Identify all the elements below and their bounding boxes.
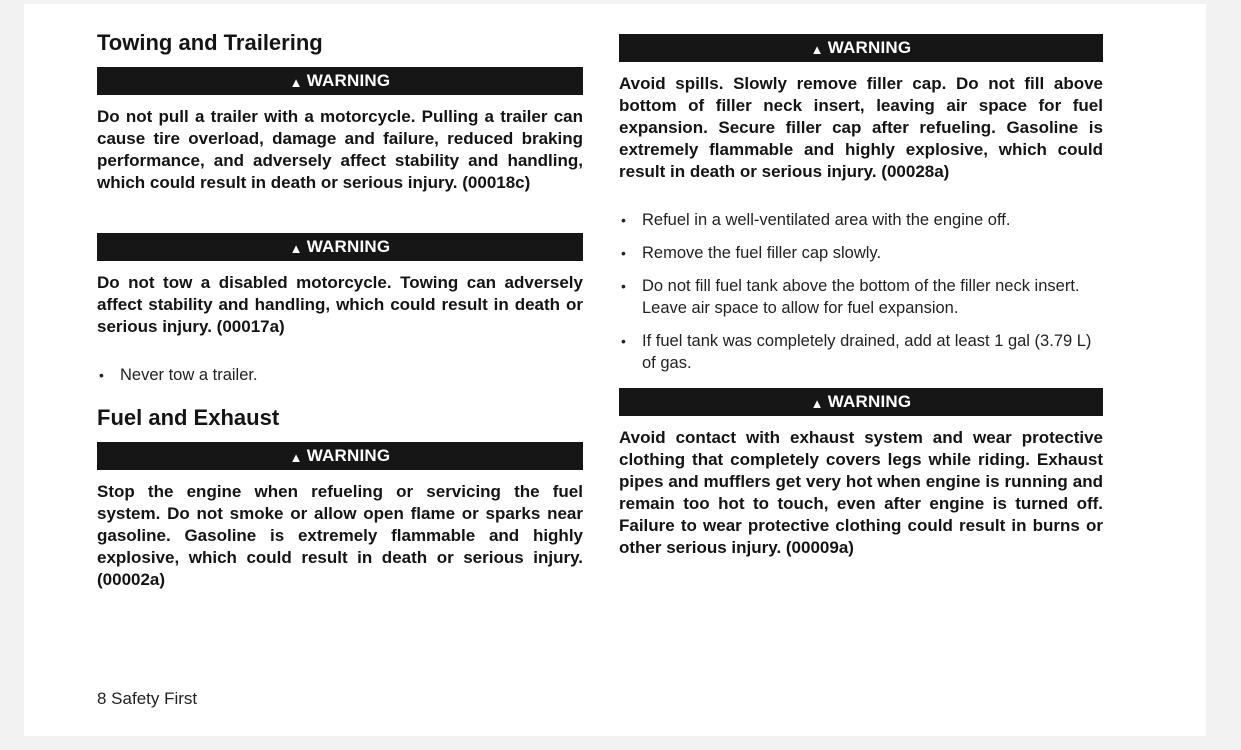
warning-label: WARNING: [827, 392, 912, 411]
warning-banner-5: [619, 388, 1103, 416]
warning-text-2: Do not tow a disabled motorcycle. Towing can adversely affect stability and handling, which could result in death or serious injury. (00017a): [97, 273, 583, 336]
fuel-bullet-list: [619, 209, 1103, 385]
list-item: • If fuel tank was completely drained, add at least 1 gal (3.79 L) of gas.: [621, 332, 1092, 372]
warning-label: WARNING: [306, 446, 391, 465]
page-footer: 8 Safety First: [97, 689, 198, 708]
warning-triangle-icon: ▲: [810, 41, 824, 57]
bullet-icon: •: [99, 367, 104, 383]
warning-label: WARNING: [306, 237, 391, 256]
warning-banner-4: [619, 34, 1103, 62]
bullet-icon: •: [621, 333, 626, 349]
warning-text-4: Avoid spills. Slowly remove filler cap. Do not fill above bottom of filler neck insert, leaving air space for fuel expansion. Secure filler cap after refueling. Gasoline is extremely flammable and highly explosive, which could result in death or serious injury. (00028a): [619, 74, 1103, 181]
manual-page: [24, 4, 1206, 736]
warning-triangle-icon: ▲: [289, 240, 303, 256]
warning-banner-3: [97, 442, 583, 470]
warning-text-5: Avoid contact with exhaust system and wear protective clothing that completely covers legs while riding. Exhaust pipes and mufflers get very hot when engine is running and remain too hot to touch, even after engine is turned off. Failure to wear protective clothing could result in burns or other serious injury. (00009a): [619, 428, 1103, 557]
bullet-icon: •: [621, 212, 626, 228]
fuel-heading: Fuel and Exhaust: [97, 405, 280, 430]
towing-heading: Towing and Trailering: [97, 30, 323, 55]
list-item: • Refuel in a well-ventilated area with the engine off.: [621, 211, 1011, 229]
warning-banner-1: [97, 67, 583, 95]
bullet-icon: •: [621, 278, 626, 294]
list-item: • Never tow a trailer.: [99, 366, 258, 384]
bullet-icon: •: [621, 245, 626, 261]
list-item: • Remove the fuel filler cap slowly.: [621, 244, 882, 262]
warning-triangle-icon: ▲: [289, 449, 303, 465]
list-item: • Do not fill fuel tank above the bottom of the filler neck insert. Leave air space to allow for fuel expansion.: [621, 277, 1080, 317]
warning-text-1: Do not pull a trailer with a motorcycle. Pulling a trailer can cause tire overload, damage and failure, reduced braking performance, and adversely affect stability and handling, which could result in death or serious injury. (00018c): [97, 107, 583, 192]
warning-text-3: Stop the engine when refueling or servicing the fuel system. Do not smoke or allow open flame or sparks near gasoline. Gasoline is extremely flammable and highly explosive, which could result in death or serious injury. (00002a): [97, 482, 583, 589]
warning-banner-2: [97, 233, 583, 261]
warning-label: WARNING: [827, 38, 912, 57]
warning-label: WARNING: [306, 71, 391, 90]
towing-bullet-list: [97, 364, 583, 397]
warning-triangle-icon: ▲: [810, 395, 824, 411]
warning-triangle-icon: ▲: [289, 74, 303, 90]
